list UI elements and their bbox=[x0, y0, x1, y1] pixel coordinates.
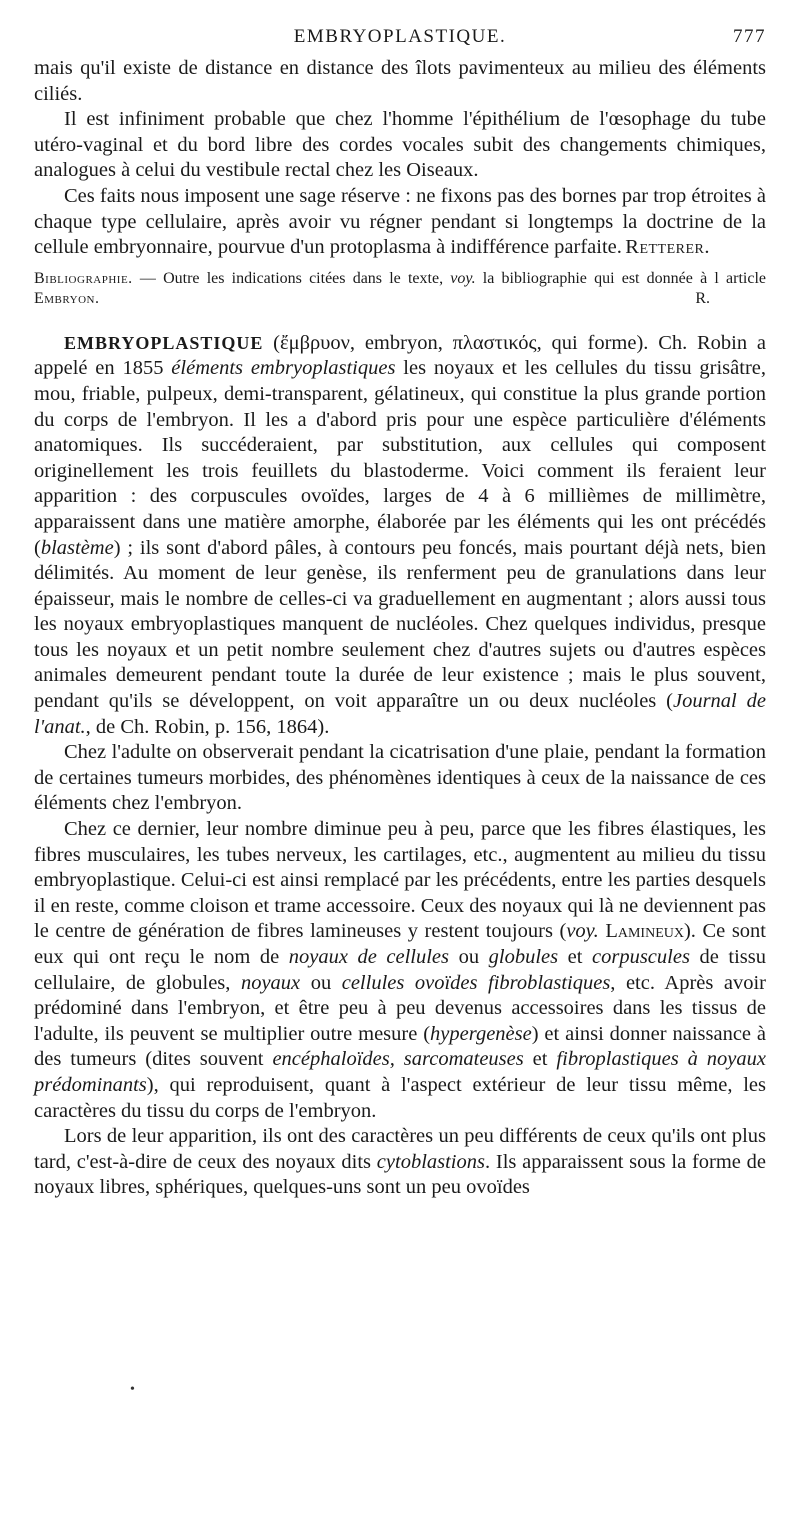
cross-reference-link: Lamineux bbox=[605, 920, 684, 943]
paragraph: Lors de leur apparition, ils ont des caractères un peu différents de ceux qu'ils ont plus tard, c'est-à-dire de ceux des noyaux dits cytoblastions. Ils apparaissent sous la forme de noyaux libres, sphériques, quelques-uns sont un peu ovoïdes bbox=[34, 1125, 766, 1199]
author-signature: Retterer. bbox=[625, 236, 710, 259]
page-number: 777 bbox=[733, 26, 766, 47]
cross-reference-voy: voy. bbox=[450, 269, 476, 287]
paragraph-continued: mais qu'il existe de distance en distance des îlots pavimenteux au milieu des éléments ciliés. bbox=[34, 57, 766, 105]
paragraph: Ces faits nous imposent une sage réserve : ne fixons pas des bornes par trop étroites à chaque type cellulaire, après avoir vu régner pendant si longtemps la doctrine de la cellule embryonnaire, pourvue d'un protoplasma à indifférence parfaite. bbox=[34, 184, 766, 259]
running-header bbox=[34, 26, 766, 56]
paragraph: Il est infiniment probable que chez l'homme l'épithélium de l'œsophage du tube utéro-vaginal et du bord libre des cordes vocales subit des changements chimiques, analogues à celui du vestibule rectal chez les Oiseaux. bbox=[34, 108, 766, 182]
page bbox=[34, 26, 766, 1201]
section-gap bbox=[34, 309, 766, 331]
cross-reference-link: Embryon. bbox=[34, 289, 100, 307]
bibliography-label: Bibliographie. bbox=[34, 269, 133, 287]
bibliography-note: Bibliographie. — Outre les indications citées dans le texte, voy. la bibliographie qui est donnée à l article Embryon. bbox=[34, 269, 767, 307]
dictionary-entry: EMBRYOPLASTIQUE (ἔμβρυον, embryon, πλαστικός, qui forme). Ch. Robin a appelé en 1855 éléments embryoplastiques les noyaux et les cellules du tissu grisâtre, mou, friable, pulpeux, demi-transparent, gélatineux, qui constitue la plus grande portion du corps de l'embryon. Il les a d'abord pris pour une espèce particulière d'éléments anatomiques. Ils succéderaient, par substitution, aux cellules qui composent originellement les trois feuillets du blastoderme. Voici comment ils feraient leur apparition : des corpuscules ovoïdes, larges de 4 à 6 millièmes de millimètre, apparaissent dans une matière amorphe, élaborée par les éléments qui les ont précédés (blastème) ; ils sont d'abord pâles, à contours peu foncés, mais pourtant déjà nets, bien délimités. Au moment de leur genèse, ils renferment peu de granulations dans leur épaisseur, mais le nombre de celles-ci va graduellement en augmentant ; alors aussi tous les noyaux embryoplastiques manquent de nucléoles. Chez quelques individus, presque tous les noyaux et un petit nombre seulement chez d'autres sujets ou d'autres espèces animales demeurent pendant toute la durée de leur existence ; mais le plus souvent, pendant qu'ils se développent, on voit apparaître un ou deux nucléoles (Journal de l'anat., de Ch. Robin, p. 156, 1864). bbox=[34, 331, 767, 738]
entry-headword: EMBRYOPLASTIQUE bbox=[64, 332, 264, 353]
bibliography-initial: R. bbox=[695, 289, 710, 307]
running-title: EMBRYOPLASTIQUE. bbox=[293, 26, 507, 47]
paragraph: Chez ce dernier, leur nombre diminue peu à peu, parce que les fibres élastiques, les fibres musculaires, les tubes nerveux, les cartilages, etc., augmentent au milieu du tissu embryoplastique. Celui-ci est ainsi remplacé par les précédents, entre les parties desquels il en reste, comme cloison et trame accessoire. Ceux des noyaux qui là ne deviennent pas le centre de génération de fibres lamineuses y restent toujours (voy. Lamineux). Ce sont eux qui ont reçu le nom de noyaux de cellules ou globules et corpuscules de tissu cellulaire, de globules, noyaux ou cellules ovoïdes fibroblastiques, etc. Après avoir prédominé dans l'embryon, et être peu à peu devenus accessoires dans les tissus de l'adulte, ils peuvent se multiplier outre mesure (hypergenèse) et ainsi donner naissance à des tumeurs (dites souvent encéphaloïdes, sarcomateuses et fibroplastiques à noyaux prédominants), qui reproduisent, quant à l'aspect extérieur de leur tissu même, les caractères du tissu du corps de l'embryon. bbox=[34, 818, 767, 1122]
article-body bbox=[34, 56, 766, 1201]
print-speck: • bbox=[130, 1382, 135, 1397]
paragraph: Chez l'adulte on observerait pendant la cicatrisation d'une plaie, pendant la formation de certaines tumeurs morbides, des phénomènes identiques à ceux de la naissance de ces éléments chez l'embryon. bbox=[34, 741, 766, 815]
